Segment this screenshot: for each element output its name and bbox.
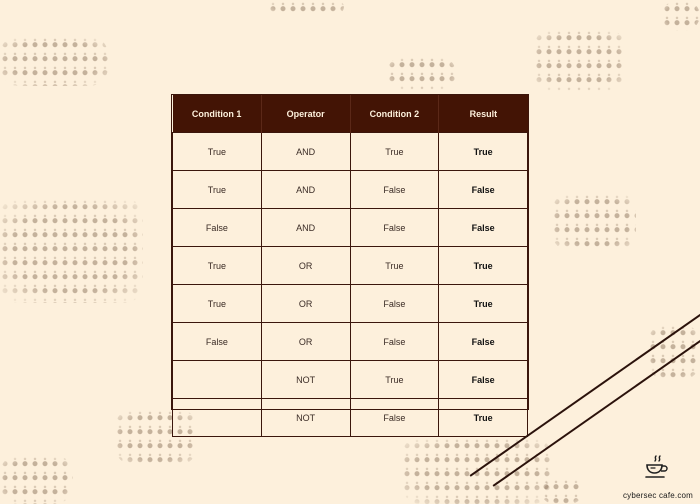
- truth-table: [172, 95, 528, 437]
- pattern-upper-right-a: [387, 56, 456, 90]
- cell-result: False: [439, 171, 528, 209]
- pattern-mid-left: [0, 198, 143, 303]
- table-row: [173, 209, 528, 247]
- cell-operator: AND: [261, 171, 350, 209]
- cell-operator: AND: [261, 209, 350, 247]
- header-operator: Operator: [261, 95, 350, 133]
- cell-condition-1: True: [173, 285, 262, 323]
- pattern-upper-right-b: [534, 29, 625, 91]
- pattern-top-center: [268, 0, 344, 14]
- cell-result: True: [439, 399, 528, 437]
- cell-condition-1: [173, 399, 262, 437]
- cell-condition-1: [173, 361, 262, 399]
- pattern-top-right: [662, 0, 700, 31]
- cell-result: True: [439, 285, 528, 323]
- cell-result: True: [439, 133, 528, 171]
- header-condition-2: Condition 2: [350, 95, 439, 133]
- pattern-upper-left: [0, 36, 108, 86]
- cell-operator: NOT: [261, 399, 350, 437]
- cell-condition-2: False: [350, 209, 439, 247]
- table-row: [173, 247, 528, 285]
- cell-condition-2: True: [350, 133, 439, 171]
- cell-condition-1: False: [173, 323, 262, 361]
- table-header-row: [173, 95, 528, 133]
- cell-operator: OR: [261, 285, 350, 323]
- pattern-bottom-left-b: [0, 455, 73, 504]
- table-row: [173, 323, 528, 361]
- cell-operator: NOT: [261, 361, 350, 399]
- cell-result: False: [439, 323, 528, 361]
- cell-condition-2: False: [350, 323, 439, 361]
- table-row: [173, 285, 528, 323]
- table-row: [173, 133, 528, 171]
- cell-condition-1: True: [173, 133, 262, 171]
- coffee-cup-icon: [640, 454, 670, 482]
- cell-condition-1: True: [173, 247, 262, 285]
- cell-condition-2: True: [350, 247, 439, 285]
- cell-condition-2: False: [350, 399, 439, 437]
- site-brand: cybersec cafe.com: [622, 491, 694, 500]
- table-row: [173, 361, 528, 399]
- cell-result: False: [439, 361, 528, 399]
- pattern-mid-right: [552, 193, 636, 251]
- header-result: Result: [439, 95, 528, 133]
- cell-condition-2: True: [350, 361, 439, 399]
- cell-result: True: [439, 247, 528, 285]
- header-condition-1: Condition 1: [173, 95, 262, 133]
- cell-condition-2: False: [350, 171, 439, 209]
- pattern-bottom-right: [541, 478, 583, 504]
- cell-condition-1: False: [173, 209, 262, 247]
- cell-operator: AND: [261, 133, 350, 171]
- cell-condition-1: True: [173, 171, 262, 209]
- table-row: [173, 171, 528, 209]
- table-row: [173, 399, 528, 437]
- cell-result: False: [439, 209, 528, 247]
- cell-condition-2: False: [350, 285, 439, 323]
- cell-operator: OR: [261, 247, 350, 285]
- truth-table-container: [171, 94, 529, 423]
- cell-operator: OR: [261, 323, 350, 361]
